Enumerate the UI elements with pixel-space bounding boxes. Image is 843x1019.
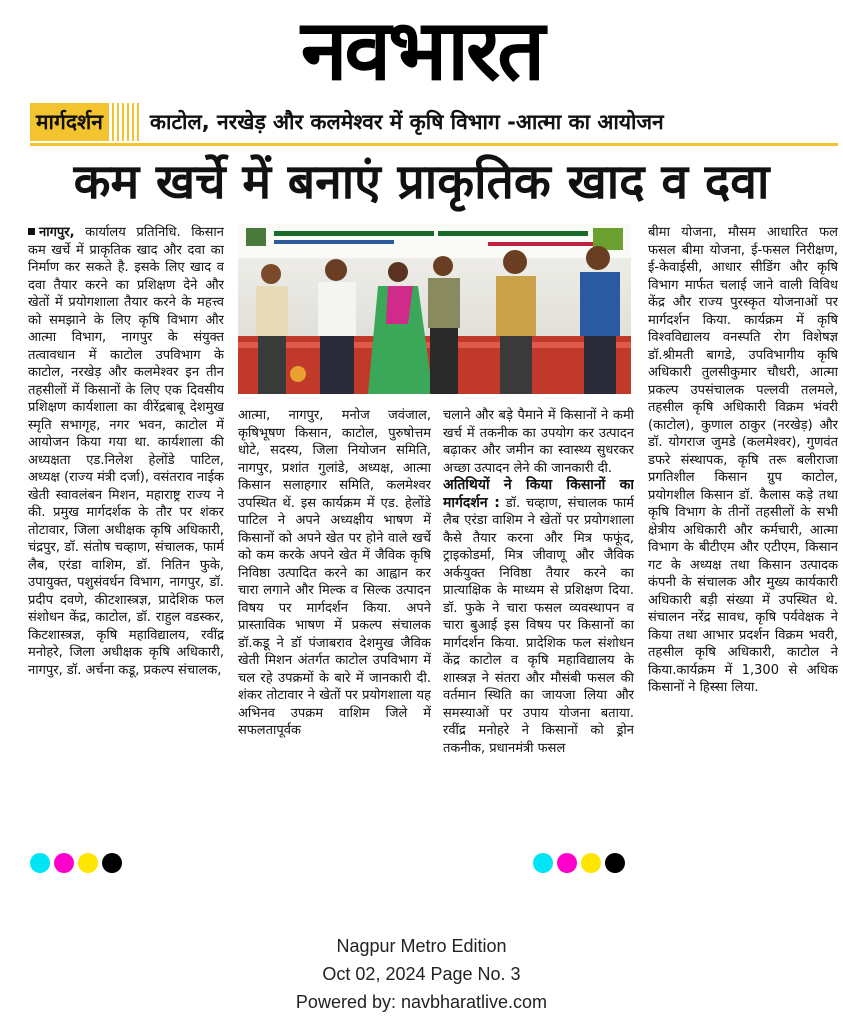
article-column-2 [238, 407, 431, 853]
registration-dot [533, 853, 553, 873]
column-3-text: चलाने और बड़े पैमाने में किसानों ने कमी खर्च में तकनीक का उपयोग कर उत्पादन बढ़ाकर और जमीन का स्वास्थ्य सुधरकर अच्छा उत्पादन लेने की जानकारी दी. [443, 408, 634, 476]
article-column-3 [443, 407, 634, 853]
column-3-text-2: डॉ. चव्हाण, संचालक फार्म लैब एरंडा वाशिम ने खेतों पर प्रयोगशाला कैसे तैयार करना और मित्र फफूंद, ट्राइकोडर्मा, मित्र जीवाणू और जैविक अर्कयुक्त निविष्ठा तैयार करने का प्रात्याक्षिक के माध्यम से प्रशिक्षण दिया. डॉ. फुके ने चारा फसल व्यवस्थापन व चारा बुआई इस विषय पर किसानों का मार्गदर्शन किया. प्रादेशिक फल संशोधन केंद्र काटोल व कृषि महाविद्यालय के शास्त्रज्ञ ने संतरा और मौसंबी फसल की वर्तमान स्थिति का जायजा लिया और समस्याओं पर उपाय योजना बताया. रवींद्र मनोहरे ने किसानों को ड्रोन तकनीक, प्रधानमंत्री फसल [443, 495, 634, 756]
article-column-4 [648, 224, 838, 852]
event-photo-image [238, 224, 631, 394]
masthead [0, 0, 843, 100]
column-2-text: आत्मा, नागपुर, मनोज जवंजाल, कृषिभूषण किसान, काटोल, पुरुषोत्तम धोटे, सदस्य, जिला नियोजन समिति, नागपुर, प्रशांत गुलांडे, अध्यक्ष, आत्मा किसान सलाहगार समिति, कलमेश्वर उपस्थित थें. इस कार्यक्रम में एड. हेलोंडे पाटिल ने अपने अध्यक्षीय भाषण में किसानों को अपने खेत पर होने वाले खर्चे को कम करके अपने खेत में जैविक कृषि निविष्ठा उत्पादित करने का आह्वान कर चारा लगाने और मिल्क व सिल्क उत्पादन विषय पर मार्गदर्शन किया. अपने प्रास्ताविक भाषण में प्रकल्प संचालक डॉ.कडू ने डॉ पंजाबराव देशमुख जैविक खेती मिशन अंतर्गत काटोल उपविभाग में चल रहे उपक्रमों के बारे में जानकारी दी. शंकर तोटावार ने खेतों पर प्रयोगशाला यह अभिनव उपक्रम वाशिम जिले में सफलतापूर्वक [238, 408, 431, 738]
stripes-decoration [112, 103, 140, 141]
column-3-subhead: अतिथियों ने किया किसानों का मार्गदर्शन : [443, 477, 634, 511]
registration-dot [557, 853, 577, 873]
column-4-text: बीमा योजना, मौसम आधारित फल फसल बीमा योजना, ई-फसल निरीक्षण, ई-केवाईसी, आधार सीडिंग और कृषि विभाग मार्फत चलाई जाने वाली विविध केंद्र और राज्य पुरस्कृत योजनाओं पर मार्गदर्शन किया. कार्यक्रम में कृषि विश्वविद्यालय वनस्पति रोग विशेषज्ञ डॉ.श्रीमती बागडे, उपविभागीय कृषि अधिकारी तुलसीकुमार चौधरी, आत्मा प्रकल्प उपसंचालक पल्लवी तलमले, तहसील कृषि अधिकारी विक्रम भंवरी (काटोल), कुणाल ठाकुर (नरखेड़) और डॉ. योगराज जुमडे (कलमेश्वर), गुणवंत डफरे संस्थापक, कृषि तरू बलीराजा प्रगतिशील किसान ग्रुप काटोल, प्रयोगशील किसान डॉ. कैलास कड़े तथा कृषि विभाग के तीनों तहसीलों के सभी क्षेत्रीय अधिकारी और कर्मचारी, आत्मा विभाग के बीटीएम और एटीएम, किसान गट के अध्यक्ष तथा किसान उत्पादक कंपनी के संचालक और मुख्य कार्यकारी अधिकारी बड़ी संख्या में उपस्थित थे. संचालन नरेंद्र सावध, कृषि पर्यवेक्षक ने किया तथा आभार प्रदर्शन विक्रम भवरी, तहसील कृषि अधिकारी, काटोल ने किया.कार्यक्रम में 1,300 से अधिक किसानों ने हिस्सा लिया. [648, 225, 838, 695]
date-page-label: Oct 02, 2024 Page No. 3 [322, 964, 521, 984]
section-badge: मार्गदर्शन [30, 103, 109, 141]
column-1-text: कार्यालय प्रतिनिधि. किसान कम खर्चे में प्राकृतिक खाद और दवा का निर्माण कर सकते है. इसके लिए खाद व दवा तैयार करने का प्रशिक्षण देने और खेतों में प्रयोगशाला तैयार करने के महत्त्व को समझाने के लिए कृषि विभाग और आत्मा विभाग, नागपुर के संयुक्त तत्वावधान में काटोल उपविभाग के काटोल, नरखेड़ और कलमेश्वर इन तीन तहसीलों में किसानों के लिए एक दिवसीय प्रशिक्षण कार्यशाला का वीरेंद्रबाबू देशमुख स्मृति सभागृह, नगर भवन, काटोल में आयोजन किया गया था. कार्यशाला की अध्यक्षता एड.निलेश हेलोंडे पाटिल, अध्यक्ष (राज्य मंत्री दर्जा), वसंतराव नाईक खेती स्वावलंबन मिशन, महाराष्ट्र राज्य ने की. प्रमुख मार्गदर्शक के तौर पर शंकर तोटावार, जिला अधीक्षक कृषि अधिकारी, चंद्रपुर, डॉ. संतोष चव्हाण, संचालक, फार्म लैब, एरंडा वाशिम, डॉ. नितिन फुके, उपायुक्त, पशुसंवर्धन विभाग, नागपुर, डॉ. प्रदीप दवणे, कीटशास्त्रज्ञ, प्रादेशिक फल संशोधन केंद्र, काटोल, डॉ. राहुल वडस्कर, किटशास्त्रज्ञ, कृषि महाविद्यालय, रवींद्र मनोहरे, जिला अधीक्षक कृषि अधिकारी, नागपुर, डॉ. अर्चना कडू, प्रकल्प संचालक, [28, 225, 224, 678]
registration-marks-right [533, 853, 625, 873]
article-column-1 [28, 224, 224, 852]
headline: कम खर्चे में बनाएं प्राकृतिक खाद व दवा [73, 154, 770, 210]
registration-dot [78, 853, 98, 873]
powered-by-label: Powered by: navbharatlive.com [295, 992, 548, 1012]
newspaper-title: नवभारत [300, 1, 543, 99]
registration-dot [30, 853, 50, 873]
edition-label: Nagpur Metro Edition [336, 936, 507, 956]
kicker-divider [30, 143, 838, 146]
registration-marks-left [30, 853, 122, 873]
event-photo [238, 224, 631, 394]
kicker-text: काटोल, नरखेड़ और कलमेश्वर में कृषि विभाग -आत्मा का आयोजन [149, 110, 664, 134]
registration-dot [581, 853, 601, 873]
dateline: नागपुर, [39, 225, 75, 240]
registration-dot [54, 853, 74, 873]
square-bullet-icon [28, 228, 35, 235]
kicker-row [30, 102, 838, 142]
footer [0, 932, 843, 1016]
registration-dot [102, 853, 122, 873]
registration-dot [605, 853, 625, 873]
